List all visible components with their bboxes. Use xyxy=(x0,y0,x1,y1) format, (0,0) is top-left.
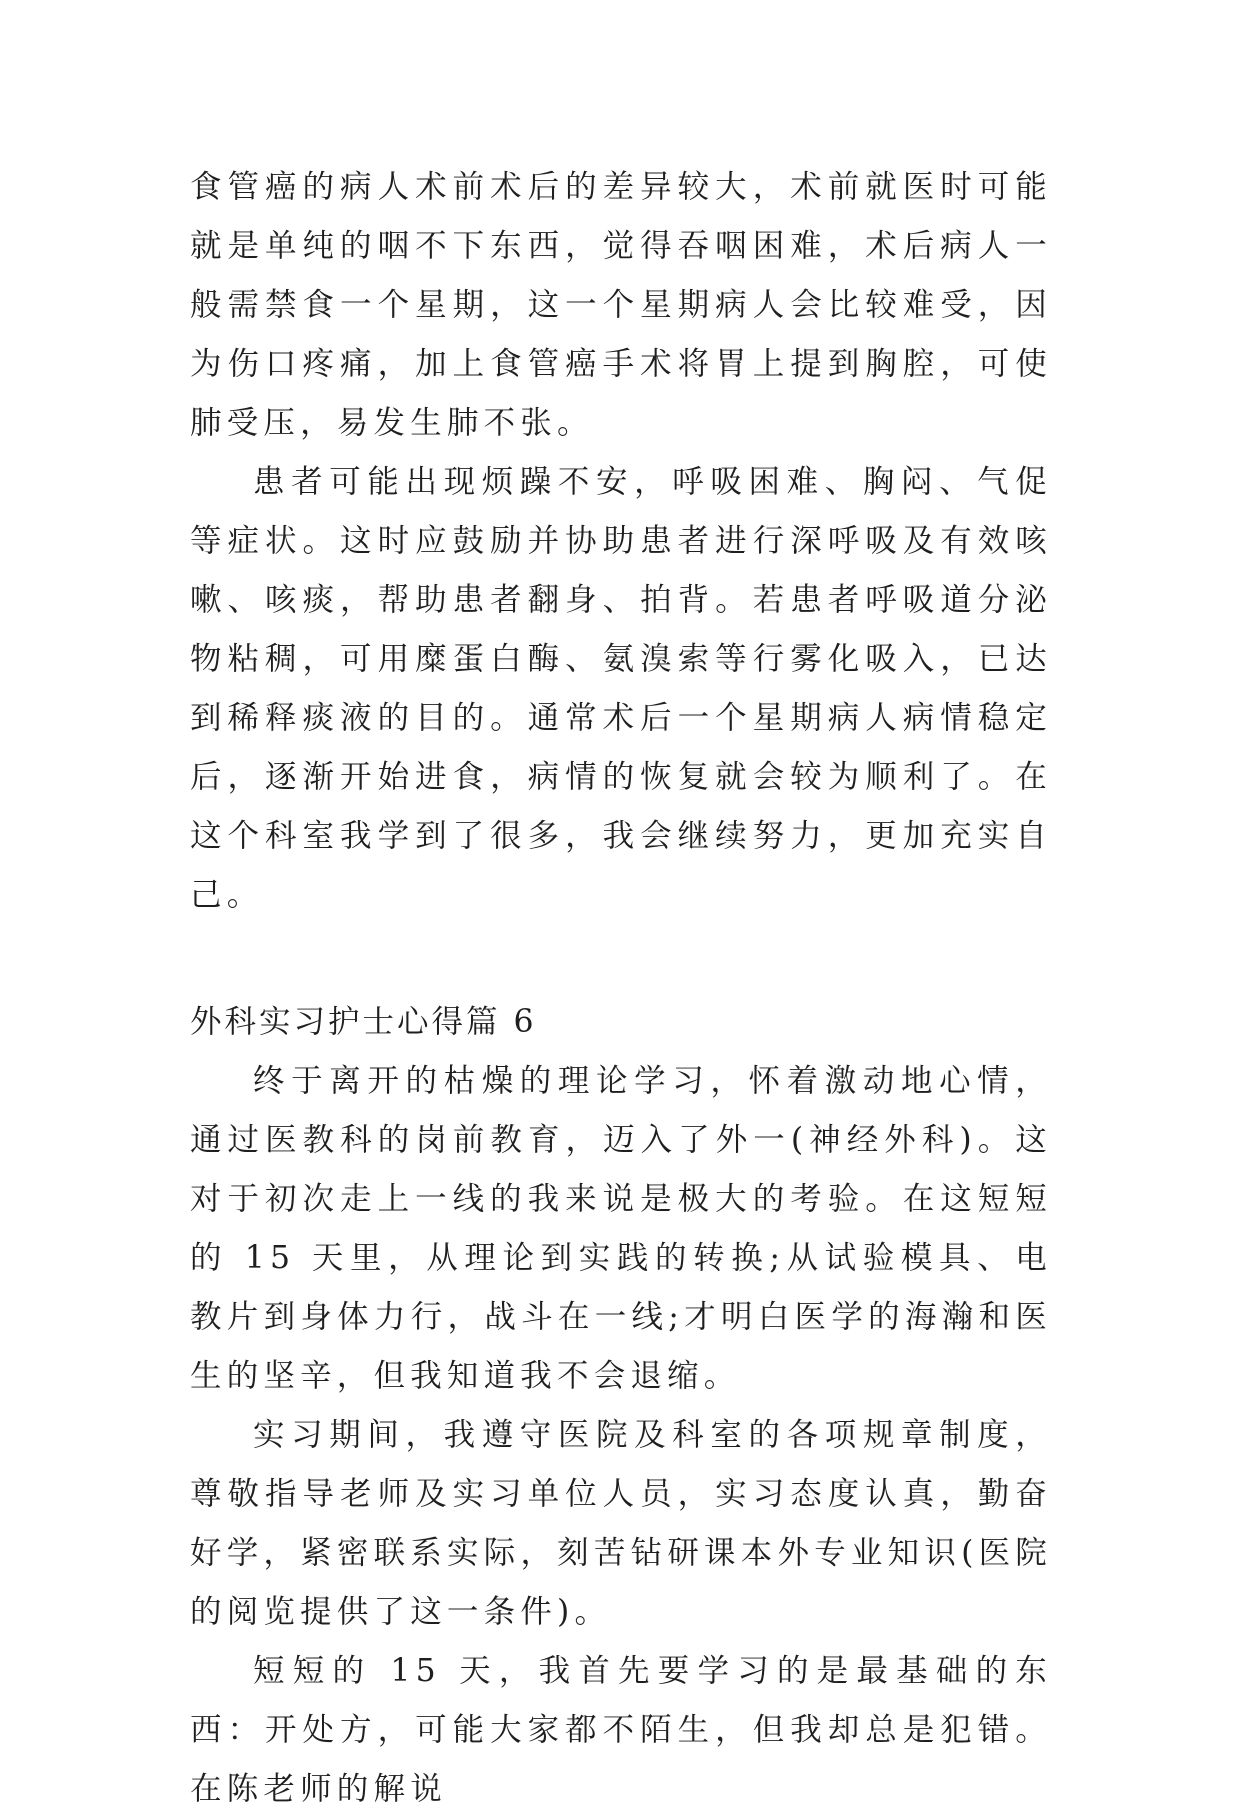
paragraph-prescriptions: 短短的 15 天，我首先要学习的是最基础的东西：开处方，可能大家都不陌生，但我却总是犯错。在陈老师的解说 xyxy=(190,1653,1052,1807)
paragraph-esophageal-cancer: 食管癌的病人术前术后的差异较大，术前就医时可能就是单纯的咽不下东西，觉得吞咽困难，术后病人一般需禁食一个星期，这一个星期病人会比较难受，因为伤口疼痛，加上食管癌手术将胃上提到胸腔，可使肺受压，易发生肺不张。 xyxy=(190,169,1052,441)
paragraph-postop-care: 患者可能出现烦躁不安，呼吸困难、胸闷、气促等症状。这时应鼓励并协助患者进行深呼吸及有效咳嗽、咳痰，帮助患者翻身、拍背。若患者呼吸道分泌物粘稠，可用糜蛋白酶、氨溴索等行雾化吸入，已达到稀释痰液的目的。通常术后一个星期病人病情稳定后，逐渐开始进食，病情的恢复就会较为顺利了。在这个科室我学到了很多，我会继续努力，更加充实自己。 xyxy=(190,464,1052,913)
paragraph-internship-start: 终于离开的枯燥的理论学习，怀着激动地心情，通过医教科的岗前教育，迈入了外一(神经外科)。这对于初次走上一线的我来说是极大的考验。在这短短的 15 天里，从理论到实践的转换;从试验模具、电教片到身体力行，战斗在一线;才明白医学的海瀚和医生的坚辛，但我知道我不会退缩。 xyxy=(190,1063,1052,1394)
paragraph-internship-conduct: 实习期间，我遵守医院及科室的各项规章制度，尊敬指导老师及实习单位人员，实习态度认真，勤奋好学，紧密联系实际，刻苦钻研课本外专业知识(医院的阅览提供了这一条件)。 xyxy=(190,1417,1052,1630)
section-heading: 外科实习护士心得篇 6 xyxy=(190,1004,537,1040)
document-page xyxy=(190,158,1052,1819)
section-spacer xyxy=(190,925,1052,993)
